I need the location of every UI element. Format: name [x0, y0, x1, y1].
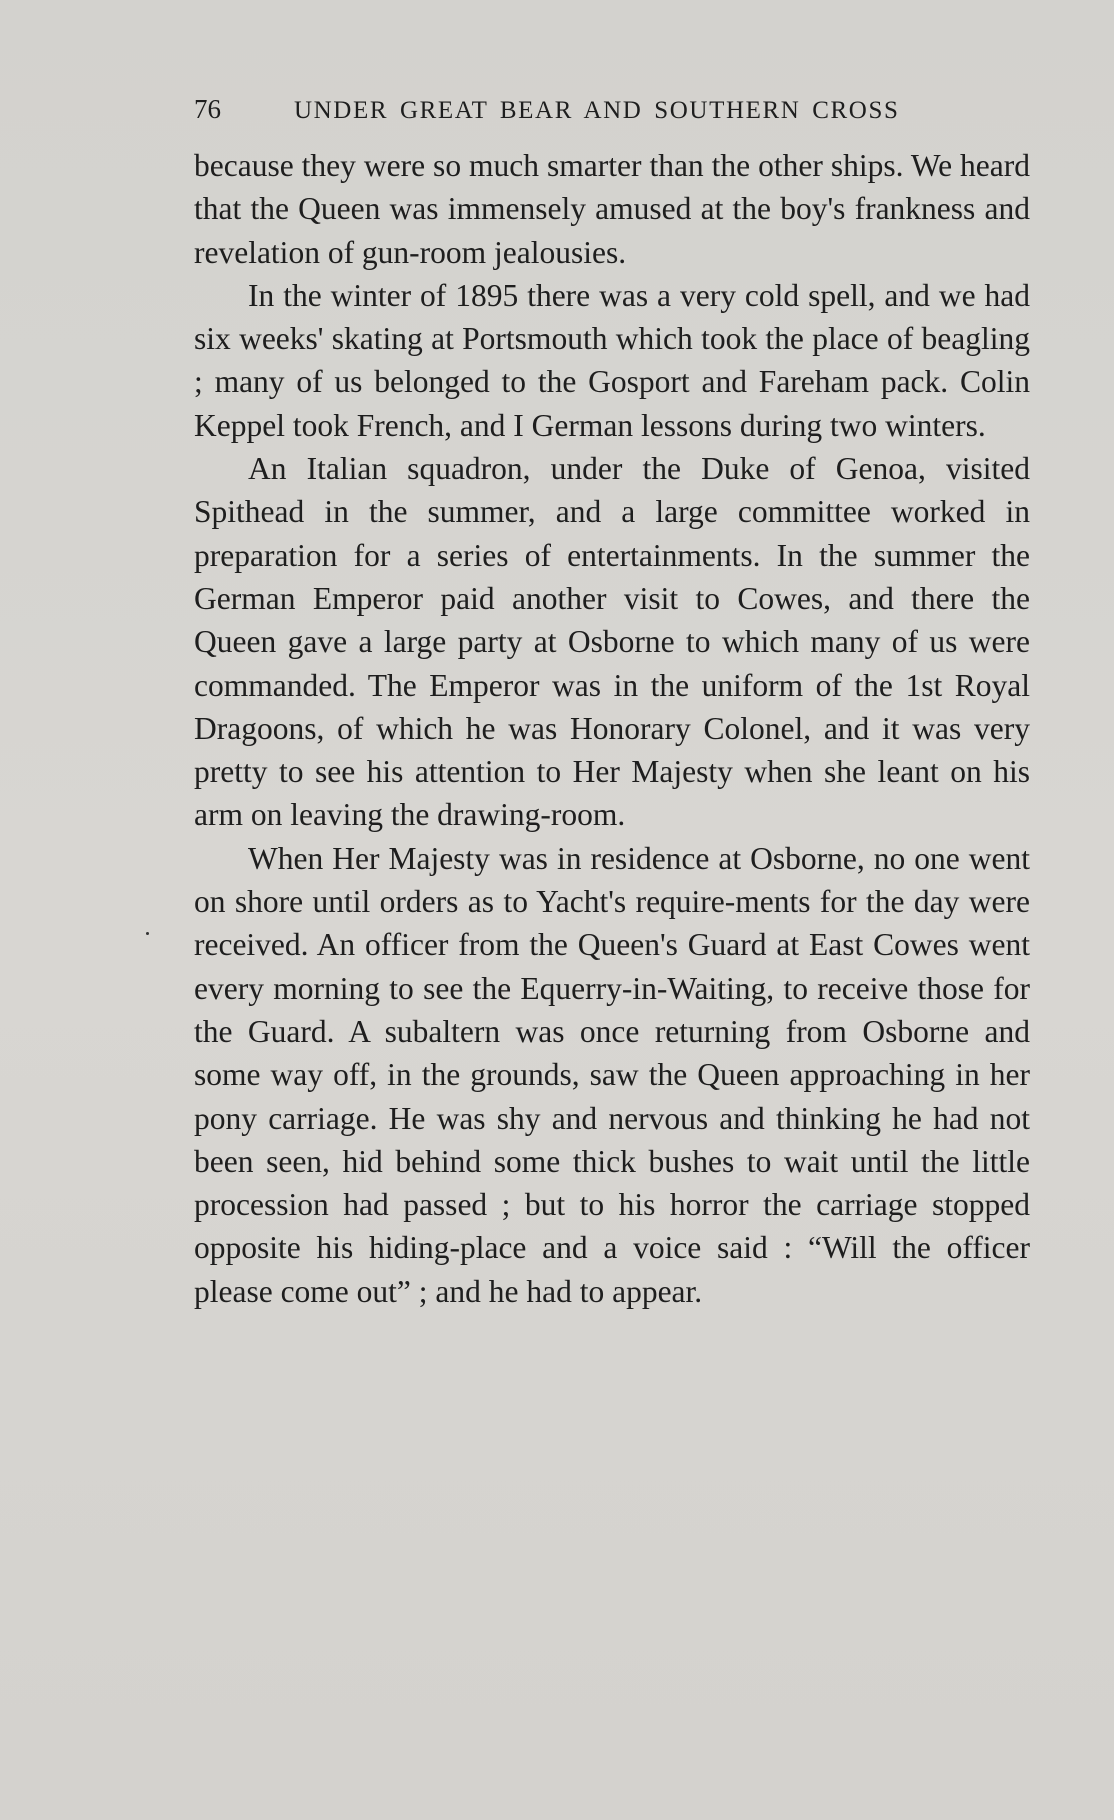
running-title: UNDER GREAT BEAR AND SOUTHERN CROSS [294, 97, 900, 124]
paragraph: When Her Majesty was in residence at Osborne, no one went on shore until orders as to Yacht's require-ments for the day were received. An officer from the Queen's Guard at East Cowes went every morning to see the Equerry-in-Waiting, to receive those for the Guard. A subaltern was once returning from Osborne and some way off, in the grounds, saw the Queen approaching in her pony carriage. He was shy and nervous and thinking he had not been seen, hid behind some thick bushes to wait until the little procession had passed ; but to his horror the carriage stopped opposite his hiding-place and a voice said : “Will the officer please come out” ; and he had to appear. [194, 840, 1030, 1309]
paragraph: An Italian squadron, under the Duke of Genoa, visited Spithead in the summer, and a large committee worked in preparation for a series of entertainments. In the summer the German Emperor paid another visit to Cowes, and there the Queen gave a large party at Osborne to which many of us were commanded. The Emperor was in the uniform of the 1st Royal Dragoons, of which he was Honorary Colonel, and it was very pretty to see his attention to Her Majesty when she leant on his arm on leaving the drawing-room. [194, 451, 1030, 833]
body-text [194, 144, 1030, 1313]
running-head [194, 94, 1030, 134]
paragraph: In the winter of 1895 there was a very cold spell, and we had six weeks' skating at Portsmouth which took the place of beagling ; many of us belonged to the Gosport and Fareham pack. Colin Keppel took French, and I German lessons during two winters. [194, 277, 1030, 443]
book-page [194, 94, 1030, 1313]
paragraph: because they were so much smarter than the other ships. We heard that the Queen was immensely amused at the boy's frankness and revelation of gun-room jealousies. [194, 148, 1030, 270]
paper-speck [146, 932, 149, 935]
page-number: 76 [194, 94, 221, 124]
